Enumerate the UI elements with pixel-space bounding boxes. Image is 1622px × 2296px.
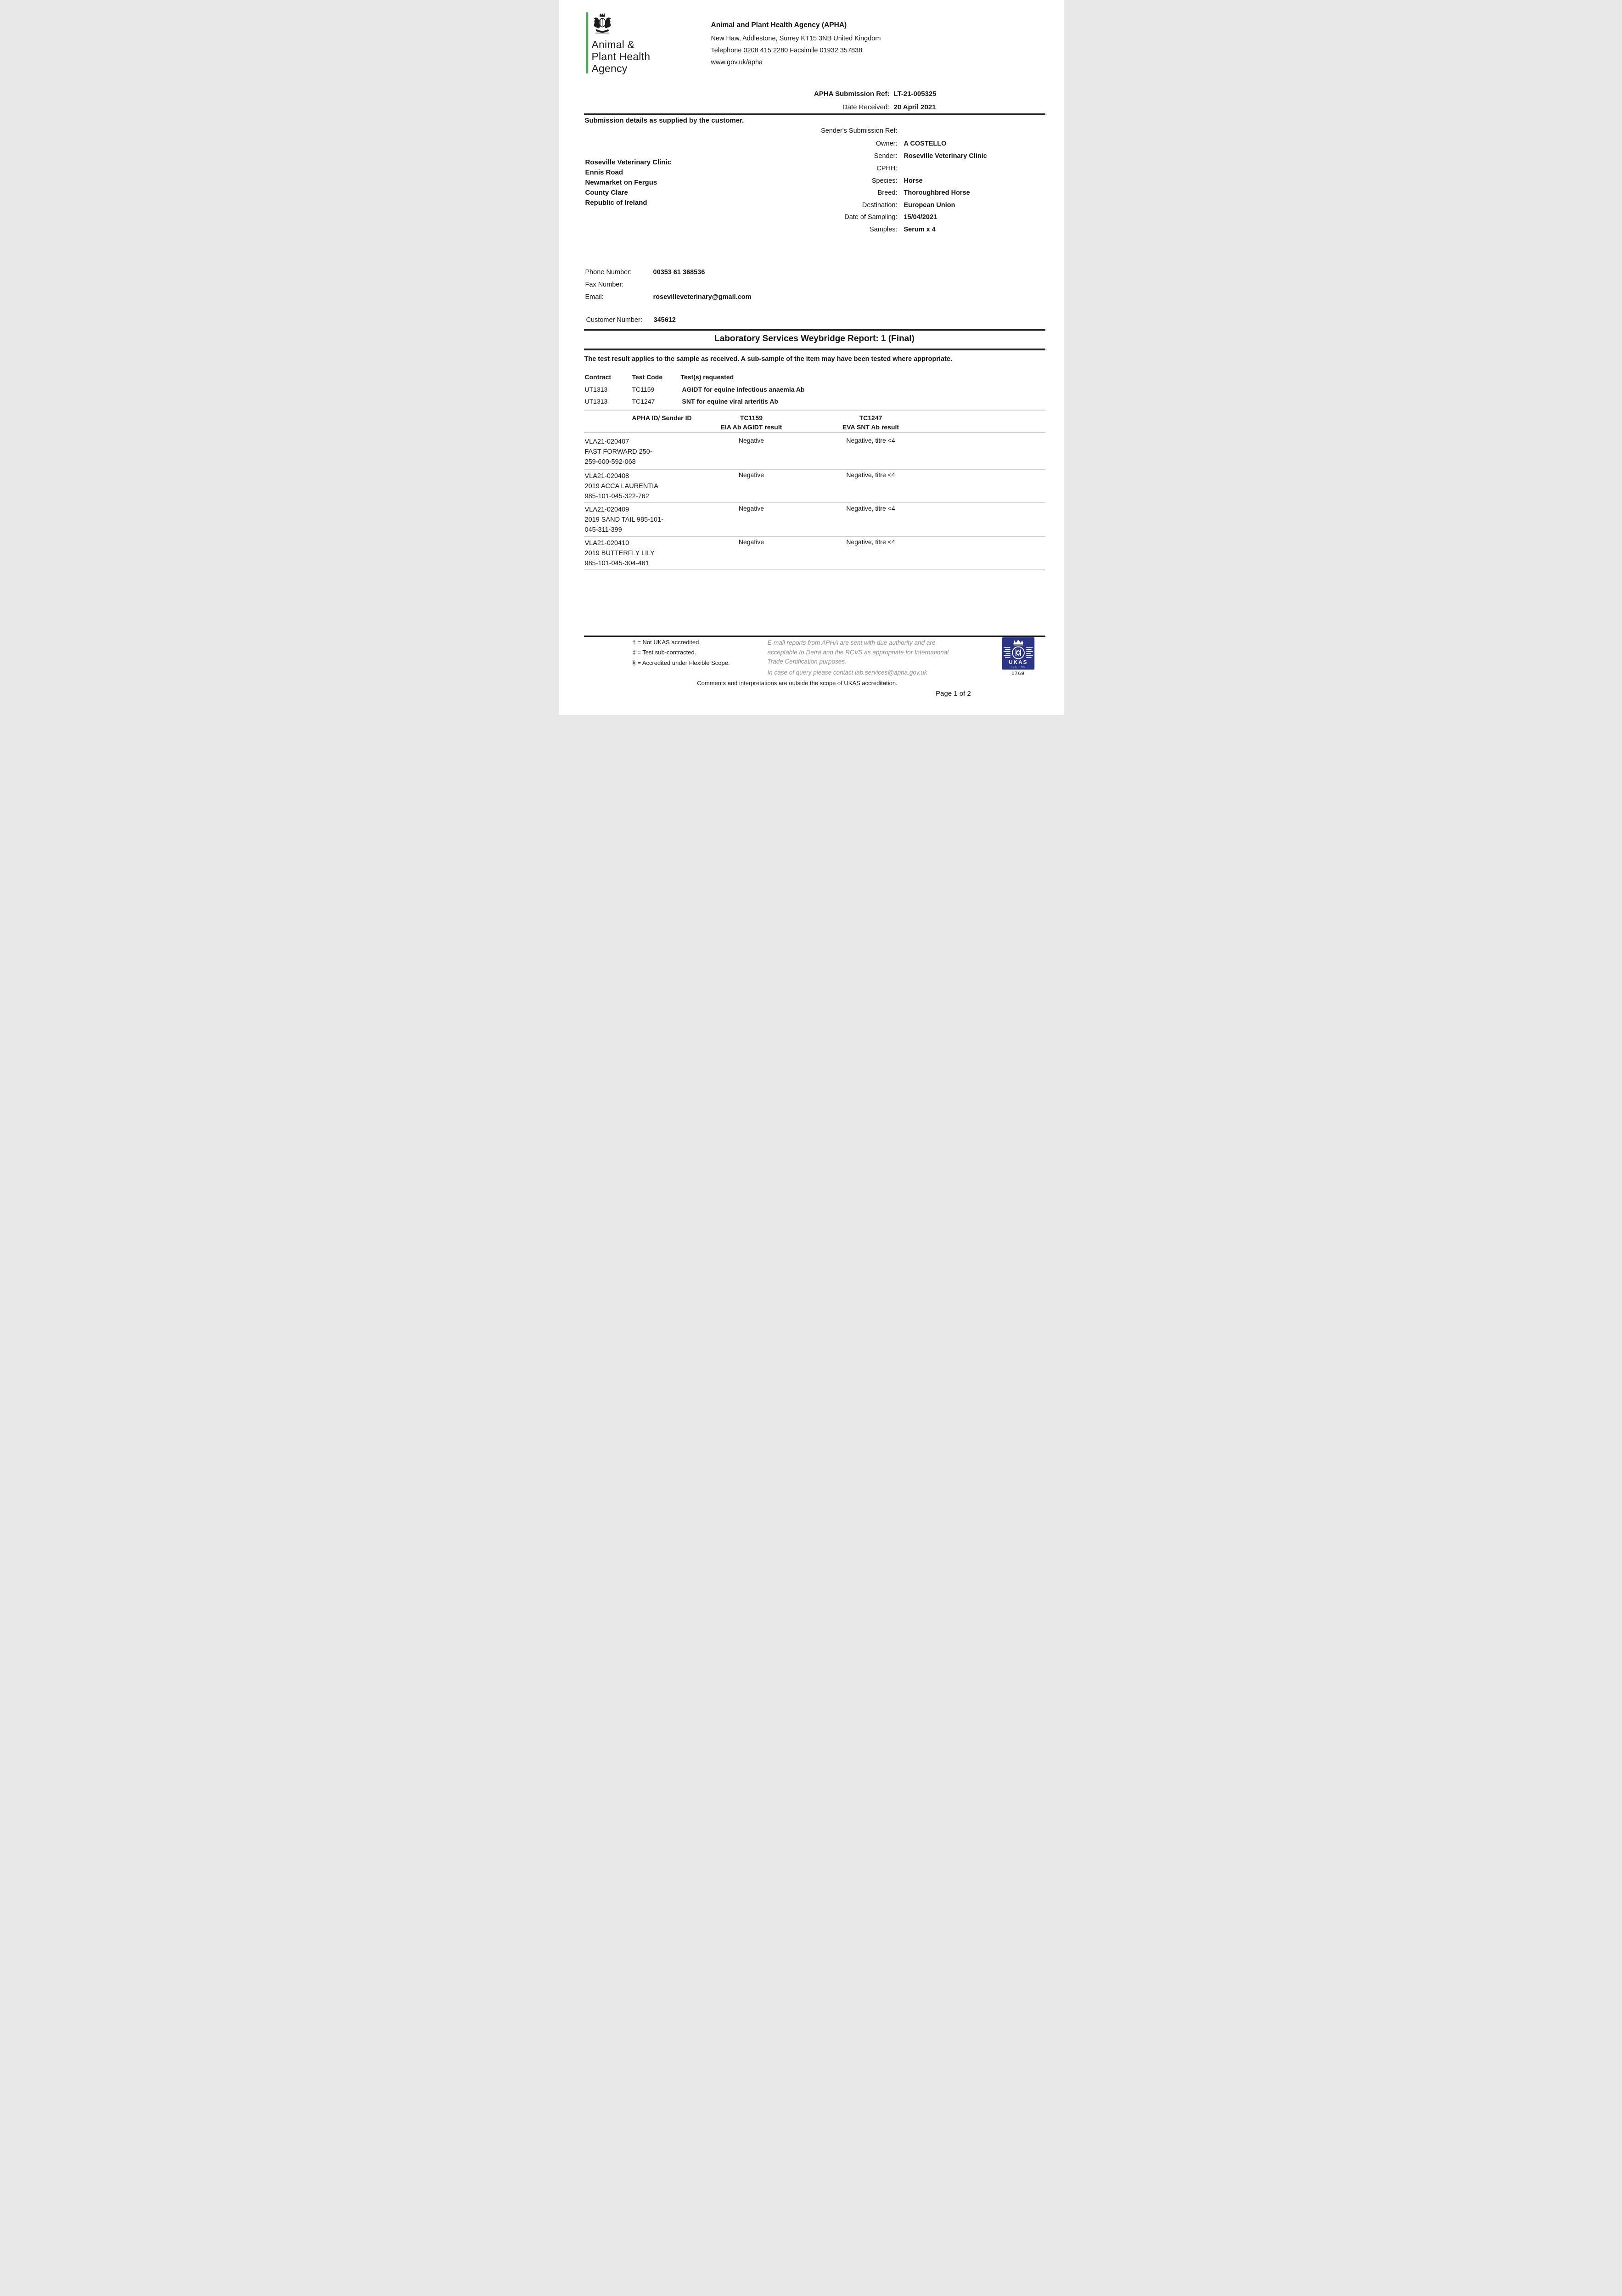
customer-number-value: 345612: [653, 316, 676, 324]
sender-value: Roseville Veterinary Clinic: [904, 152, 987, 160]
agency-website: www.gov.uk/apha: [711, 59, 763, 66]
ukas-wordmark: UKAS: [1008, 660, 1028, 666]
legend-flexible-scope: § = Accredited under Flexible Scope.: [632, 659, 730, 666]
sender-id-line: 259-600-592-068: [584, 458, 636, 466]
date-of-sampling-label: Date of Sampling:: [844, 214, 898, 221]
ukas-comments-note: Comments and interpretations are outside the scope of UKAS accreditation.: [697, 680, 898, 687]
senders-submission-ref-label: Sender's Submission Ref:: [821, 127, 898, 135]
sender-id-line: 2019 SAND TAIL 985-101-: [584, 516, 663, 523]
sample-id-cell: [585, 505, 663, 535]
contract-cell: UT1313: [584, 386, 608, 393]
date-received-value: 20 April 2021: [893, 103, 936, 111]
royal-coat-of-arms-icon: [589, 13, 616, 37]
legend-subcontracted: ‡ = Test sub-contracted.: [632, 649, 696, 656]
notice-line: acceptable to Defra and the RCVS as appropriate for International: [767, 648, 949, 656]
sender-id-line: 985-101-045-322-762: [584, 493, 649, 500]
logo-line-3: Agency: [591, 62, 628, 74]
result-row: [584, 471, 1045, 502]
table-divider: [584, 502, 1045, 503]
table-divider: [584, 432, 1045, 433]
agency-title: Animal and Plant Health Agency (APHA): [711, 21, 847, 29]
tc1247-result: Negative, titre <4: [846, 437, 895, 444]
report-title: Laboratory Services Weybridge Report: 1 (Final): [714, 334, 915, 343]
phone-number-value: 00353 61 368536: [653, 269, 705, 276]
notice-line: E-mail reports from APHA are sent with due authority and are: [767, 639, 936, 646]
test-requested-cell: AGIDT for equine infectious anaemia Ab: [682, 386, 805, 393]
result-row: [584, 505, 1045, 536]
cphh-label: CPHH:: [876, 165, 898, 172]
date-of-sampling-value: 15/04/2021: [904, 214, 937, 221]
species-label: Species:: [871, 177, 898, 185]
tests-requested-header: Test(s) requested: [680, 373, 734, 381]
tc1247-result: Negative, titre <4: [846, 505, 895, 512]
tc1247-result: Negative, titre <4: [846, 471, 895, 478]
submission-ref-value: LT-21-005325: [893, 90, 937, 98]
sender-label: Sender:: [874, 152, 898, 160]
report-note: The test result applies to the sample as received. A sub-sample of the item may have been tested where appropriate.: [584, 355, 953, 363]
sender-id-line: FAST FORWARD 250-: [584, 448, 652, 456]
sample-id-cell: [585, 471, 658, 501]
customer-address-block: [585, 158, 672, 208]
tc1159-result: Negative: [738, 538, 764, 546]
apha-id: VLA21-020410: [584, 540, 629, 547]
agency-address: New Haw, Addlestone, Surrey KT15 3NB United Kingdom: [711, 35, 881, 42]
contract-header: Contract: [584, 373, 612, 381]
table-divider: [584, 469, 1045, 470]
sender-id-line: 045-311-399: [584, 526, 622, 534]
species-value: Horse: [904, 177, 923, 185]
test-code-header: Test Code: [632, 373, 663, 381]
apha-id-header: APHA ID/ Sender ID: [632, 414, 692, 422]
submission-details-heading: Submission details as supplied by the customer.: [584, 117, 744, 124]
page-indicator: Page 1 of 2: [936, 690, 971, 698]
tc1247-header: TC1247: [859, 414, 882, 422]
contract-cell: UT1313: [584, 398, 608, 405]
address-line: County Clare: [585, 189, 628, 197]
tc1159-header: TC1159: [740, 414, 763, 422]
destination-value: European Union: [904, 202, 955, 209]
address-line: Roseville Veterinary Clinic: [585, 158, 672, 166]
sender-id-line: 2019 BUTTERFLY LILY: [584, 550, 655, 557]
test-code-cell: TC1247: [632, 398, 655, 405]
owner-label: Owner:: [876, 140, 898, 147]
customer-number-label: Customer Number:: [586, 316, 642, 324]
email-label: Email:: [585, 293, 604, 301]
tc1159-result: Negative: [738, 437, 764, 444]
date-received-label: Date Received:: [842, 103, 890, 111]
phone-number-label: Phone Number:: [585, 269, 632, 276]
destination-label: Destination:: [862, 202, 898, 209]
tc1159-result: Negative: [738, 471, 764, 478]
owner-value: A COSTELLO: [904, 140, 947, 147]
apha-logo-wordmark: [592, 39, 651, 74]
samples-value: Serum x 4: [904, 226, 936, 233]
agency-phone-fax: Telephone 0208 415 2280 Facsimile 01932 357838: [711, 47, 863, 54]
sender-id-line: 2019 ACCA LAURENTIA: [584, 483, 658, 490]
email-authority-notice: [768, 638, 965, 667]
sample-id-cell: [585, 437, 652, 467]
tc1247-result: Negative, titre <4: [846, 538, 895, 546]
address-line: Newmarket on Fergus: [585, 179, 657, 186]
sample-id-cell: [585, 538, 655, 568]
breed-label: Breed:: [877, 189, 898, 197]
fax-number-label: Fax Number:: [585, 281, 624, 288]
footer-divider: [584, 636, 1045, 637]
report-divider-top: [584, 329, 1045, 331]
table-divider: [584, 536, 1045, 537]
table-divider: [584, 410, 1045, 411]
tc1159-subheader: EIA Ab AGIDT result: [720, 423, 782, 431]
email-value: rosevilleveterinary@gmail.com: [653, 293, 752, 301]
address-line: Ennis Road: [585, 169, 623, 176]
apha-id: VLA21-020408: [584, 473, 629, 480]
ukas-testing-label: TESTING: [1010, 665, 1026, 669]
logo-line-2: Plant Health: [591, 51, 651, 62]
test-code-cell: TC1159: [632, 386, 655, 393]
notice-line: Trade Certification purposes.: [767, 658, 847, 665]
sender-id-line: 985-101-045-304-461: [584, 560, 649, 567]
ukas-testing-logo: [1002, 637, 1035, 670]
submission-ref-label: APHA Submission Ref:: [814, 90, 890, 98]
breed-value: Thoroughbred Horse: [904, 189, 970, 197]
apha-id: VLA21-020407: [584, 438, 629, 445]
document-page: [559, 0, 1064, 715]
samples-label: Samples:: [870, 226, 898, 233]
report-divider-bottom: [584, 349, 1045, 350]
test-requested-cell: SNT for equine viral arteritis Ab: [682, 398, 779, 405]
query-contact-line: In case of query please contact lab.services@apha.gov.uk: [767, 669, 927, 676]
apha-logo-green-bar: [586, 12, 588, 73]
result-row: [584, 538, 1045, 569]
tc1159-result: Negative: [738, 505, 764, 512]
address-line: Republic of Ireland: [585, 199, 647, 207]
result-row: [584, 437, 1045, 468]
section-divider: [584, 113, 1045, 115]
table-divider: [584, 569, 1045, 570]
logo-line-1: Animal &: [591, 39, 635, 51]
ukas-accreditation-number: 1769: [1011, 671, 1025, 676]
results-table-header: [584, 414, 1045, 433]
apha-id: VLA21-020409: [584, 506, 629, 513]
tc1247-subheader: EVA SNT Ab result: [842, 423, 899, 431]
legend-not-ukas: † = Not UKAS accredited.: [632, 639, 701, 646]
